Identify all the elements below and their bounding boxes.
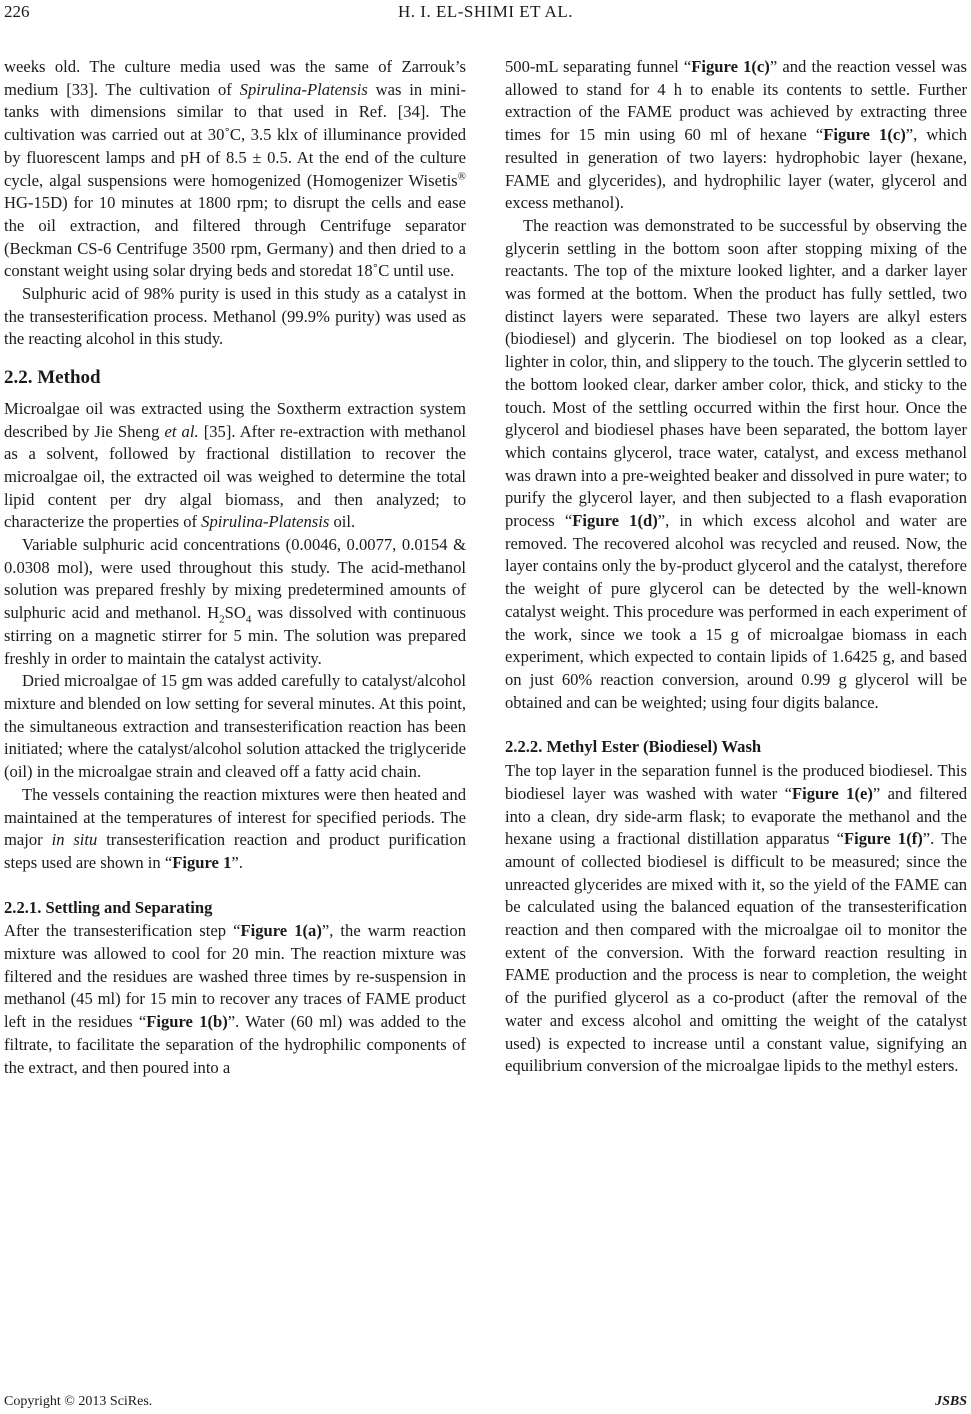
- subsection-heading: 2.2.1. Settling and Separating: [4, 897, 213, 917]
- paragraph: weeks old. The culture media used was the same of Zarrouk’s medium [33]. The cultivation of Spirulina-Platensis was in mini-tanks with dimensions similar to that used in Ref. [34]. The cultivation was carried out at 30˚C, 3.5 klx of illuminance provided by fluorescent lamps and pH of 8.5 ± 0.5. At the end of the culture cycle, algal suspensions were homogenized (Homogenizer Wisetis® HG-15D) for 10 minutes at 1800 rpm; to disrupt the cells and ease the oil extraction, and filtered through Centrifuge separator (Beckman CS-6 Centrifuge 3500 rpm, Germany) and then dried to a constant weight using solar drying beds and storedat 18˚C until use.: [4, 57, 466, 281]
- paragraph: The reaction was demonstrated to be successful by observing the glycerin settling in the bottom soon after stopping mixing of the reactants. The top of the mixture looked lighter, and a darker layer was formed at the bottom. When the product has fully settled, two distinct layers were separated. These two layers are alkyl esters (biodiesel) and glycerin. The biodiesel on top looked as a clear, lighter in color, thin, and slippery to the touch. The glycerin settled to the bottom looked clear, darker amber color, thick, and sticky to the touch. Most of the settling occurred within the first hour. Once the glycerol and biodiesel phases have been separated, the bottom layer which contains glycerol, trace water, catalyst, and excess methanol was drawn into a pre-weighted beaker and dissolved in pure water; to purify the glycerol layer, and then subjected to a flash evaporation process “Figure 1(d)”, in which excess alcohol and water are removed. The recovered alcohol was recycled and reused. Now, the layer contains only the by-product glycerol and the catalyst, therefore the weight of pure glycerol can be detected by the well-known catalyst weight. This procedure was performed in each experiment of the work, since we took a 15 g of microalgae biomass in each experiment, which expected to contain lipids of 1.6425 g, and based on just 60% reaction conversion, around 0.99 g glycerol will be obtained and can be weighted; using four digits balance.: [505, 215, 967, 712]
- paragraph: The top layer in the separation funnel is the produced biodiesel. This biodiesel layer was washed with water “Figure 1(e)” and filtered into a clean, dry side-arm flask; to evaporate the methanol and the hexane using a fractional distillation apparatus “Figure 1(f)”. The amount of collected biodiesel is difficult to be measured; since the unreacted glycerides are mixed with it, so the yield of the FAME can be calculated using the balanced equation of the transesterification reaction and then compared with the microalgae oil to monitor the extent of the conversion. With the forward reaction resulting in FAME production and the process is near to completion, the weight of the purified glycerol as a co-product (after the removal of the water and excess alcohol and omitting the weight of the catalyst used) is expected to increase until a constant value, signifying an equilibrium conversion of the microalgae lipids to the methyl esters.: [505, 761, 967, 1076]
- journal-name: JSBS: [935, 1394, 967, 1409]
- subsection-heading: 2.2.2. Methyl Ester (Biodiesel) Wash: [505, 737, 762, 757]
- page-footer: [0, 1394, 971, 1414]
- paragraph: Dried microalgae of 15 gm was added carefully to catalyst/alcohol mixture and blended on low setting for several minutes. At this point, the simultaneous extraction and transesterification reaction has been initiated; where the catalyst/alcohol solution attacked the triglyceride (oil) in the microalgae strain and cleaved off a fatty acid chain.: [4, 671, 466, 782]
- paragraph: Microalgae oil was extracted using the Soxtherm extraction system described by Jie Sheng et al. [35]. After re-extraction with methanol as a solvent, followed by fractional distillation to recover the microalgae oil, the extracted oil was weighed to determine the total lipid content per dry algal biomass, and then analyzed; to characterize the properties of Spirulina-Platensis oil.: [4, 398, 467, 532]
- page-header: [0, 0, 971, 34]
- paragraph: Variable sulphuric acid concentrations (0.0046, 0.0077, 0.0154 & 0.0308 mol), were used throughout this study. The acid-methanol solution was prepared freshly by mixing predetermined amounts of sulphuric acid and methanol. $H_2SO_4$ was dissolved with continuous stirring on a magnetic stirrer for 5 min. The solution was prepared freshly in order to maintain the catalyst activity.: [4, 535, 466, 668]
- paragraph: 500-mL separating funnel “Figure 1(c)” and the reaction vessel was allowed to stand for 4 h to enable its contents to settle. Further extraction of the FAME product was achieved by extracting three times for 15 min using 60 ml of hexane “Figure 1(c)”, which resulted in generation of two layers: hydrophobic layer (hexane, FAME and glycerides), and hydrophilic layer (water, glycerol and excess methanol).: [505, 57, 967, 213]
- paragraph: Sulphuric acid of 98% purity is used in this study as a catalyst in the transesterification process. Methanol (99.9% purity) was used as the reacting alcohol in this study.: [4, 284, 466, 349]
- right-column: [505, 56, 967, 1078]
- left-column: [4, 56, 466, 1079]
- paragraph: The vessels containing the reaction mixtures were then heated and maintained at the temperatures of interest for specified periods. The major in situ transesterification reaction and product purification steps used are shown in “Figure 1”.: [4, 784, 467, 872]
- section-heading: 2.2. Method: [4, 367, 101, 389]
- page-number: 226: [4, 2, 30, 21]
- copyright-notice: Copyright © 2013 SciRes.: [4, 1394, 153, 1409]
- running-title: H. I. EL-SHIMI ET AL.: [398, 2, 573, 21]
- paragraph: After the transesterification step “Figure 1(a)”, the warm reaction mixture was allowed to cool for 20 min. The reaction mixture was filtered and the residues are washed three times by re-suspension in methanol (45 ml) for 15 min to recover any traces of FAME product left in the residues “Figure 1(b)”. Water (60 ml) was added to the filtrate, to facilitate the separation of the hydrophilic components of the extract, and then poured into a: [4, 921, 467, 1077]
